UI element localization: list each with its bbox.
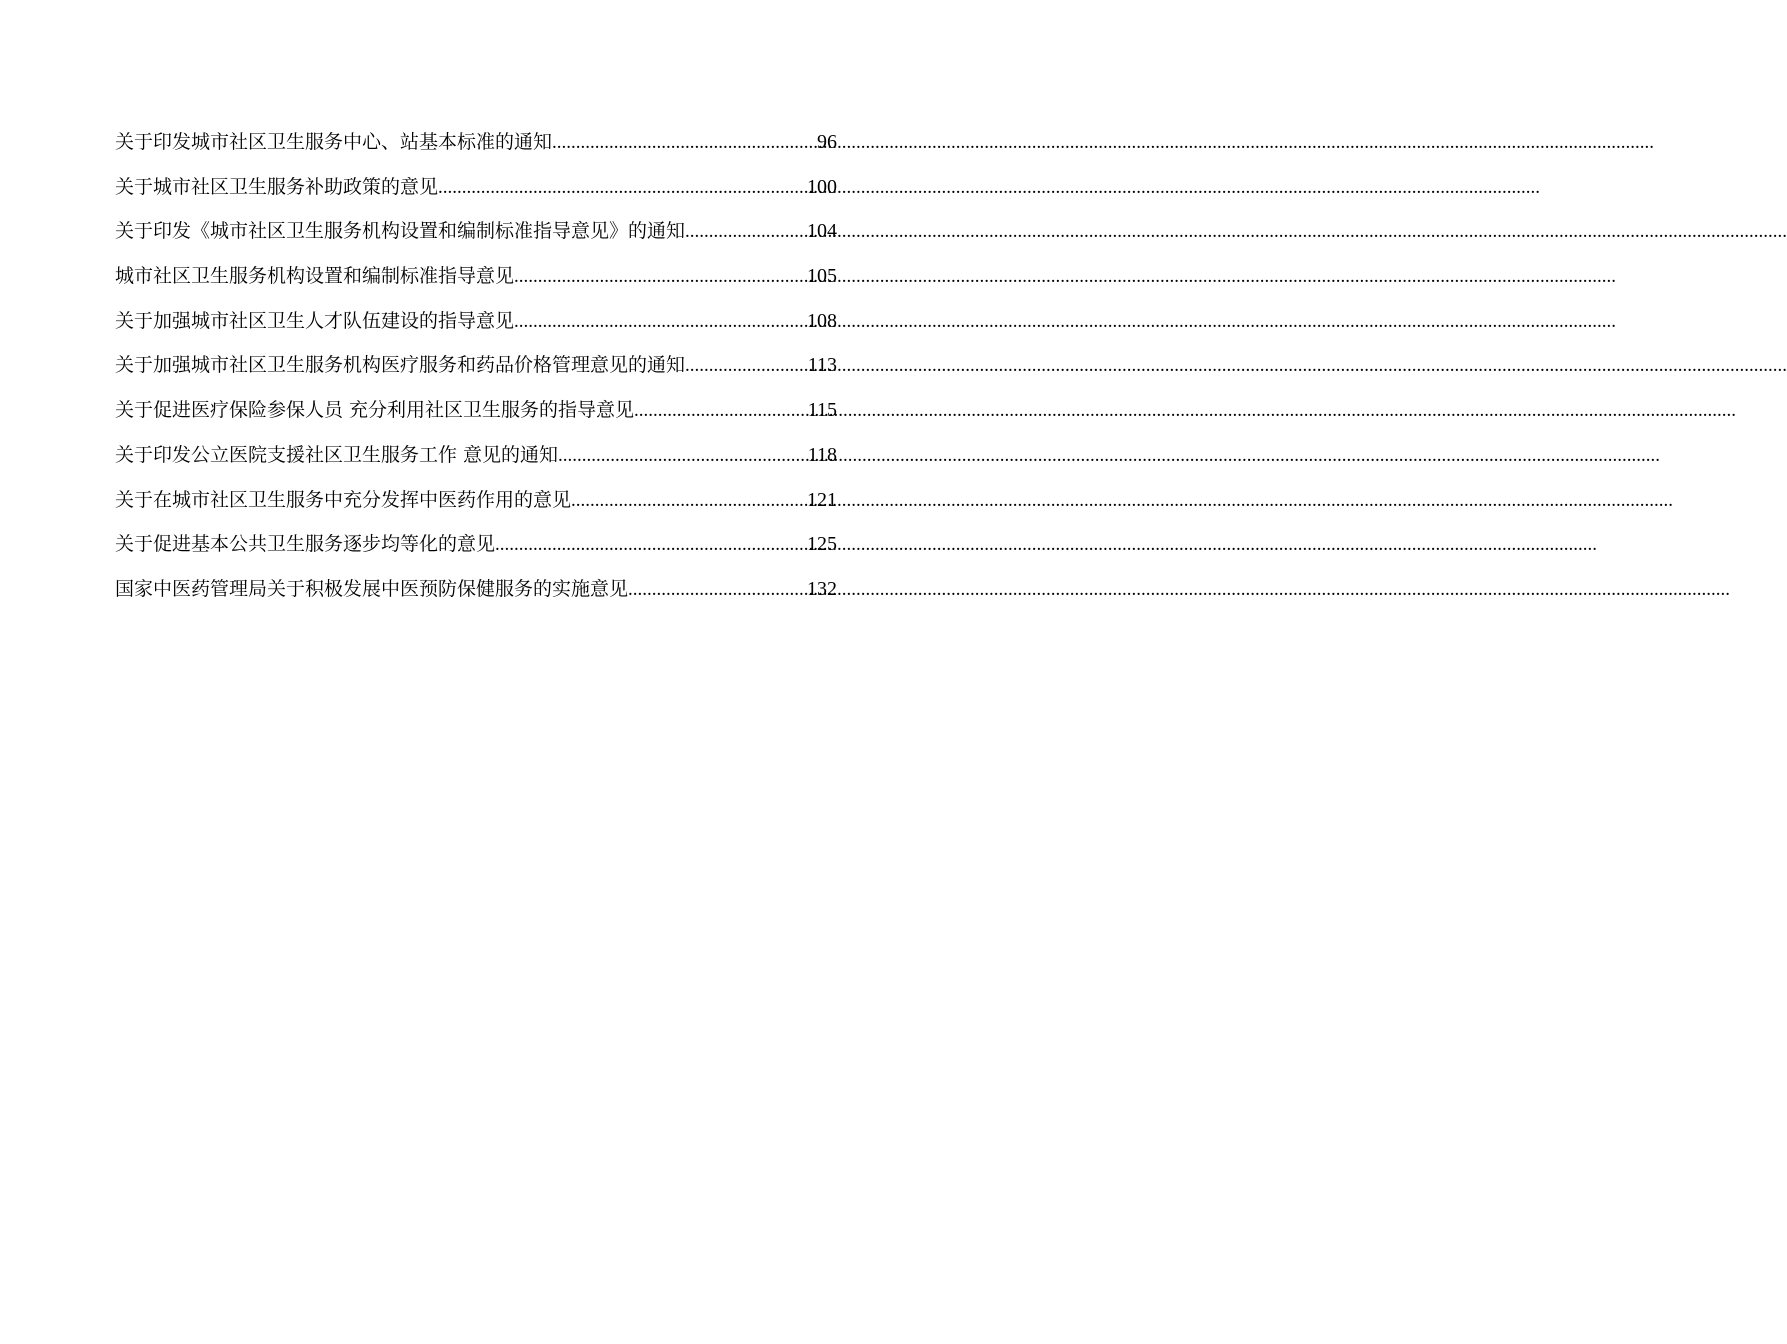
toc-entry-title: 关于促进医疗保险参保人员 充分利用社区卫生服务的指导意见 — [115, 399, 635, 422]
toc-entry[interactable] — [115, 522, 837, 567]
toc-entry[interactable] — [115, 254, 837, 299]
toc-entry-page: 105 — [807, 265, 837, 288]
toc-entry-page: 115 — [807, 399, 837, 422]
toc-entry-page: 104 — [807, 220, 837, 243]
toc-entry[interactable] — [115, 343, 837, 388]
toc-dot-leader — [514, 255, 806, 300]
toc-entry-title: 关于在城市社区卫生服务中充分发挥中医药作用的意见 — [115, 488, 572, 511]
toc-entry-title: 关于印发公立医院支援社区卫生服务工作 意见的通知 — [115, 443, 559, 466]
toc-entry[interactable] — [115, 478, 837, 523]
toc-entry[interactable] — [115, 209, 837, 254]
toc-dot-leader — [685, 210, 806, 255]
toc-dot-leader — [628, 568, 806, 613]
toc-entry[interactable] — [115, 567, 837, 612]
toc-entry[interactable] — [115, 120, 837, 165]
toc-dot-leader — [685, 344, 807, 389]
toc-entry-title: 国家中医药管理局关于积极发展中医预防保健服务的实施意见 — [115, 577, 629, 600]
toc-dot-leader — [514, 300, 806, 345]
toc-entry-page: 100 — [807, 175, 837, 198]
toc-entry-page: 108 — [807, 309, 837, 332]
toc-dot-leader — [552, 121, 816, 166]
toc-dot-leader — [571, 479, 806, 524]
toc-entry-page: 113 — [807, 354, 837, 377]
toc-dot-leader — [495, 523, 806, 568]
toc-entry[interactable] — [115, 165, 837, 210]
toc-dot-leader — [634, 389, 807, 434]
toc-entry-page: 132 — [807, 577, 837, 600]
toc-entry[interactable] — [115, 299, 837, 344]
toc-entry-page: 118 — [807, 443, 837, 466]
toc-entry-page: 96 — [817, 131, 837, 153]
toc-entry-title: 关于城市社区卫生服务补助政策的意见 — [115, 175, 439, 198]
toc-entry-page: 121 — [807, 488, 837, 511]
toc-entry-title: 城市社区卫生服务机构设置和编制标准指导意见 — [115, 265, 515, 288]
toc-entry-title: 关于印发《城市社区卫生服务机构设置和编制标准指导意见》的通知 — [115, 220, 686, 243]
toc-entry-title: 关于印发城市社区卫生服务中心、站基本标准的通知 — [115, 131, 553, 153]
toc-entry[interactable] — [115, 433, 837, 478]
table-of-contents — [115, 120, 837, 612]
toc-entry-title: 关于加强城市社区卫生服务机构医疗服务和药品价格管理意见的通知 — [115, 354, 686, 377]
toc-entry[interactable] — [115, 388, 837, 433]
toc-dot-leader — [438, 166, 806, 211]
toc-dot-leader — [558, 434, 807, 479]
toc-entry-title: 关于加强城市社区卫生人才队伍建设的指导意见 — [115, 309, 515, 332]
toc-entry-title: 关于促进基本公共卫生服务逐步均等化的意见 — [115, 533, 496, 556]
toc-entry-page: 125 — [807, 533, 837, 556]
